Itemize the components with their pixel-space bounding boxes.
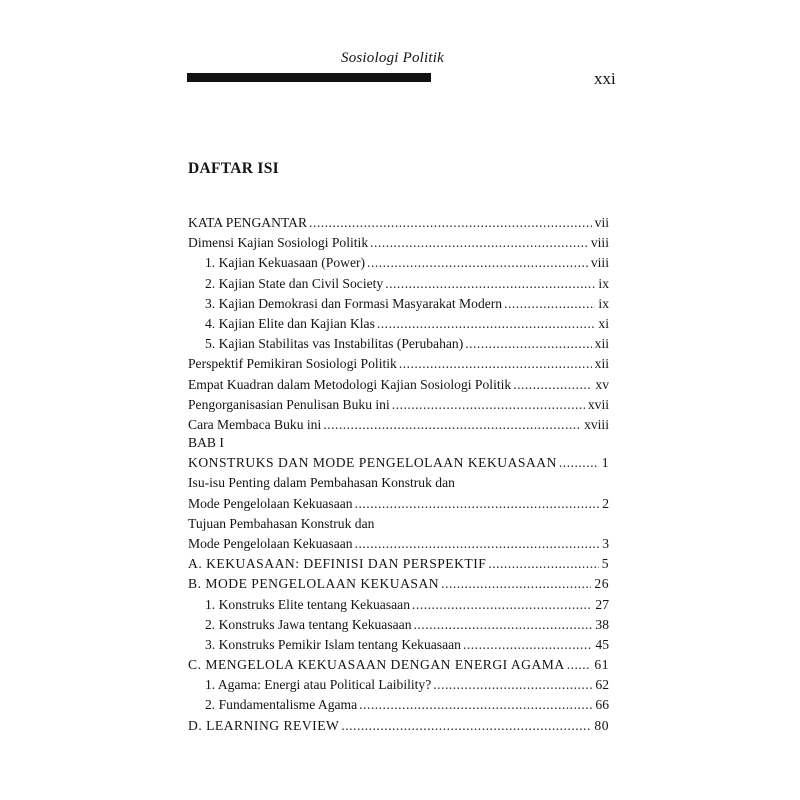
- toc-entry-line1: [188, 475, 609, 495]
- toc-entry: [188, 235, 609, 255]
- toc-leader: [392, 397, 585, 413]
- toc-entry-label: 2. Kajian State dan Civil Society: [205, 275, 384, 291]
- toc-subentry: [188, 677, 609, 697]
- toc-subentry: [188, 316, 609, 336]
- toc-subentry: [188, 276, 609, 296]
- toc-entry-page: viii: [590, 255, 609, 271]
- toc-entry-label: 1. Konstruks Elite tentang Kekuasaan: [205, 596, 410, 612]
- toc-entry-page: 38: [595, 616, 609, 632]
- chapter-number: BAB I: [188, 435, 224, 450]
- toc-leader: [370, 235, 588, 251]
- toc-entry-label: 4. Kajian Elite dan Kajian Klas: [205, 315, 375, 331]
- chapter-title-entry: [188, 455, 609, 475]
- toc-entry-label: Isu-isu Penting dalam Pembahasan Konstruk dan: [188, 475, 455, 491]
- toc-entry-label: 2. Konstruks Jawa tentang Kekuasaan: [205, 616, 412, 632]
- toc-leader: [385, 276, 595, 292]
- toc-entry-label: C. MENGELOLA KEKUASAAN DENGAN ENERGI AGAMA: [188, 657, 565, 673]
- toc-front-matter: [188, 215, 609, 437]
- chapter-title: KONSTRUKS DAN MODE PENGELOLAAN KEKUASAAN: [188, 455, 557, 471]
- toc-entry-label: 2. Fundamentalisme Agama: [205, 697, 358, 713]
- toc-entry-page: 5: [601, 556, 609, 572]
- toc-entry: [188, 377, 609, 397]
- toc-entry-label: Pengorganisasian Penulisan Buku ini: [188, 396, 390, 412]
- toc-entry-page: 61: [594, 657, 609, 673]
- toc-subentry: [188, 336, 609, 356]
- toc-heading: DAFTAR ISI: [188, 160, 279, 177]
- toc-subentry: [188, 255, 609, 275]
- toc-entry-page: 1: [601, 455, 609, 471]
- toc-entry: [188, 397, 609, 417]
- toc-leader: [399, 356, 592, 372]
- toc-entry-page: xviii: [584, 416, 609, 432]
- toc-section-entry: [188, 718, 609, 738]
- toc-entry-label: 1. Agama: Energi atau Political Laibility?: [205, 677, 432, 693]
- toc-entry-page: 27: [595, 596, 609, 612]
- toc-entry-label: 3. Kajian Demokrasi dan Formasi Masyarakat Modern: [205, 295, 503, 311]
- toc-entry-label: Dimensi Kajian Sosiologi Politik: [188, 235, 369, 251]
- toc-leader: [441, 576, 591, 592]
- toc-leader: [377, 316, 596, 332]
- toc-section-entry: [188, 657, 609, 677]
- toc-leader: [359, 697, 592, 713]
- toc-entry: [188, 356, 609, 376]
- toc-entry-label: D. LEARNING REVIEW: [188, 717, 340, 733]
- toc-entry-page: ix: [598, 275, 609, 291]
- toc-entry-label: Mode Pengelolaan Kekuasaan: [188, 535, 353, 551]
- toc-subentry: [188, 296, 609, 316]
- toc-leader: [414, 617, 593, 633]
- toc-leader: [465, 336, 591, 352]
- toc-entry-label: 5. Kajian Stabilitas vas Instabilitas (Perubahan): [205, 336, 464, 352]
- toc-entry-page: vii: [594, 215, 609, 230]
- toc-leader: [504, 296, 595, 312]
- page-number: xxi: [594, 69, 616, 88]
- toc-section-entry: [188, 576, 609, 596]
- toc-entry-page: 26: [594, 576, 609, 592]
- toc-entry-line1: [188, 516, 609, 536]
- toc-entry-label: Empat Kuadran dalam Metodologi Kajian Sosiologi Politik: [188, 376, 512, 392]
- toc-entry-page: 80: [594, 717, 609, 733]
- toc-entry: [188, 215, 609, 235]
- toc-entry-label: 1. Kajian Kekuasaan (Power): [205, 255, 366, 271]
- running-title: Sosiologi Politik: [341, 50, 444, 66]
- toc-leader: [323, 417, 581, 433]
- toc-entry-page: 3: [602, 535, 609, 551]
- toc-entry: [188, 536, 609, 556]
- toc-chapter-1: [188, 435, 609, 738]
- toc-entry-page: 66: [595, 697, 609, 713]
- toc-leader: [355, 536, 600, 552]
- toc-subentry: [188, 597, 609, 617]
- chapter-label: [188, 435, 609, 455]
- toc-entry-page: xvii: [587, 396, 609, 412]
- toc-entry-page: xii: [594, 336, 609, 352]
- toc-leader: [355, 496, 600, 512]
- toc-leader: [463, 637, 592, 653]
- toc-section-entry: [188, 556, 609, 576]
- toc-entry-page: xi: [598, 315, 609, 331]
- toc-leader: [341, 718, 591, 734]
- toc-subentry: [188, 617, 609, 637]
- header-rule: [187, 73, 431, 82]
- toc-entry-label: A. KEKUASAAN: DEFINISI DAN PERSPEKTIF: [188, 556, 487, 572]
- toc-entry-label: KATA PENGANTAR: [188, 215, 308, 230]
- toc-subentry: [188, 637, 609, 657]
- toc-entry-page: viii: [590, 235, 609, 251]
- toc-entry-label: Cara Membaca Buku ini: [188, 416, 322, 432]
- toc-entry-label: B. MODE PENGELOLAAN KEKUASAN: [188, 576, 440, 592]
- toc-entry-label: Mode Pengelolaan Kekuasaan: [188, 495, 353, 511]
- toc-entry-page: xii: [594, 356, 609, 372]
- toc-leader: [433, 677, 592, 693]
- toc-leader: [559, 455, 599, 471]
- toc-entry-label: Tujuan Pembahasan Konstruk dan: [188, 515, 375, 531]
- toc-entry-page: 45: [595, 636, 609, 652]
- toc-leader: [488, 556, 598, 572]
- toc-leader: [367, 255, 588, 271]
- toc-leader: [567, 657, 592, 673]
- toc-entry-page: 2: [602, 495, 609, 511]
- toc-entry-label: 3. Konstruks Pemikir Islam tentang Kekuasaan: [205, 636, 461, 652]
- toc-leader: [309, 215, 592, 231]
- toc-leader: [513, 377, 592, 393]
- toc-entry: [188, 496, 609, 516]
- toc-entry-page: 62: [595, 677, 609, 693]
- toc-entry-label: Perspektif Pemikiran Sosiologi Politik: [188, 356, 397, 372]
- toc-subentry: [188, 697, 609, 717]
- toc-leader: [412, 597, 592, 613]
- toc-entry-page: xv: [595, 376, 609, 392]
- toc-entry-page: ix: [598, 295, 609, 311]
